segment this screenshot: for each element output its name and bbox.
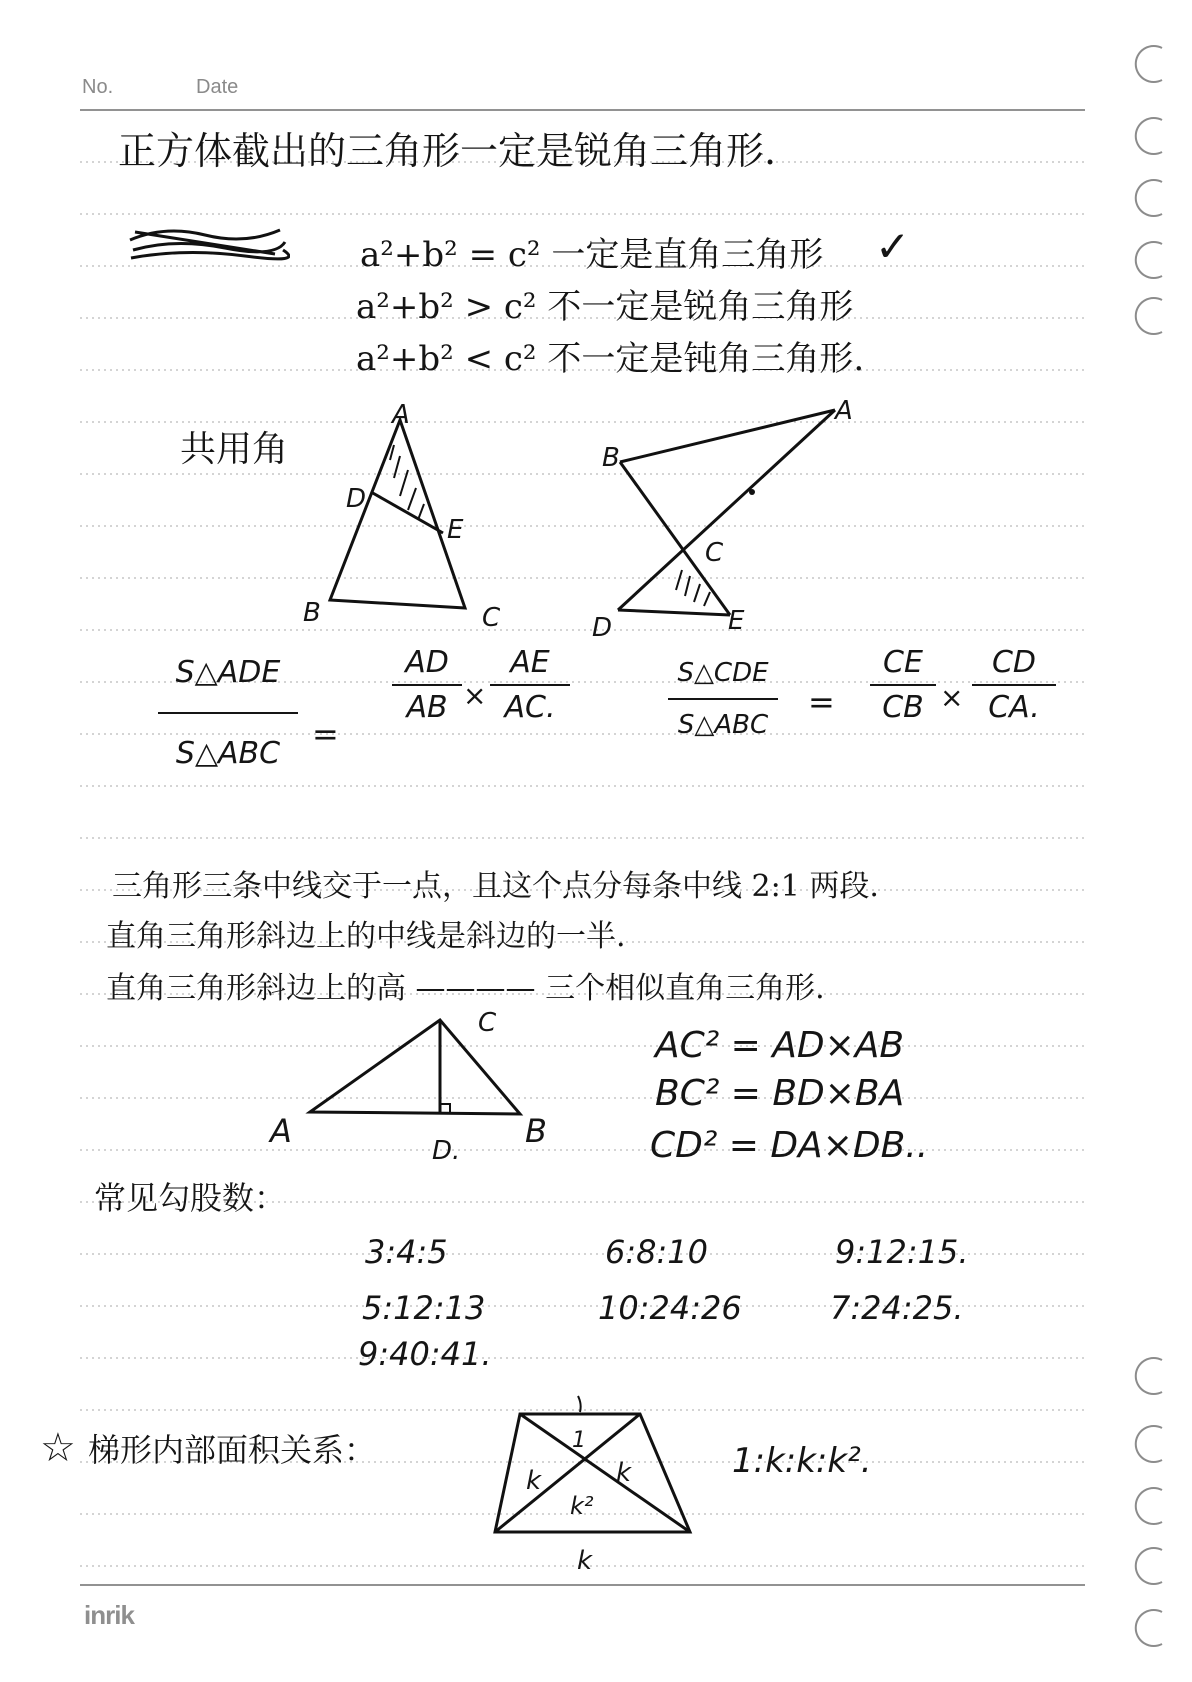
- formula2-lhs-num: S△CDE: [677, 658, 769, 688]
- triple-3-4-5: 3:4:5: [365, 1233, 448, 1271]
- pyth-equal-line: a²+b² = c² 一定是直角三角形: [360, 235, 824, 275]
- right-median-theorem: 直角三角形斜边上的中线是斜边的一半.: [106, 919, 626, 954]
- similar-eq-2: BC² = BD×BA: [655, 1073, 905, 1114]
- trap-area-ratio: 1:k:k:k².: [732, 1441, 872, 1481]
- formula2-times: ×: [940, 681, 964, 714]
- check-mark-icon: ✓: [875, 222, 911, 271]
- formula1-r2-num: AE: [510, 645, 550, 680]
- formula2-r1-den: CB: [882, 690, 924, 725]
- trap-area-top: 1: [572, 1428, 586, 1453]
- formula2-equals: =: [808, 683, 835, 721]
- right-triangle-diagram: [300, 1010, 540, 1130]
- formula2-r2-num: CD: [991, 645, 1037, 680]
- tri1-label-c: C: [482, 603, 501, 633]
- trap-area-right: k: [616, 1458, 632, 1488]
- formula1-r1-den: AB: [406, 690, 448, 725]
- trap-area-bottom-inner: k²: [570, 1492, 594, 1520]
- similar-eq-3: CD² = DA×DB..: [650, 1125, 929, 1166]
- formula1-ratio2: [490, 645, 570, 725]
- tri1-label-e: E: [447, 515, 464, 545]
- formula2-ratio1: [870, 645, 936, 725]
- scribble-crossout: [125, 220, 290, 265]
- formula1-ratio1: [392, 645, 462, 725]
- triple-9-12-15: 9:12:15.: [835, 1233, 969, 1271]
- triple-7-24-25: 7:24:25.: [830, 1289, 964, 1327]
- triple-5-12-13: 5:12:13: [362, 1289, 486, 1327]
- median-theorem: 三角形三条中线交于一点，且这个点分每条中线 2:1 两段.: [112, 869, 879, 904]
- triples-title: 常见勾股数：: [94, 1179, 287, 1217]
- rt-label-b: B: [525, 1112, 547, 1150]
- triple-6-8-10: 6:8:10: [605, 1233, 708, 1271]
- formula2-ratio2: [972, 645, 1056, 725]
- pyth-greater-line: a²+b² > c² 不一定是锐角三角形: [356, 287, 854, 327]
- formula1-equals: =: [312, 715, 339, 753]
- formula1-times: ×: [463, 679, 487, 712]
- formula1-r1-num: AD: [405, 645, 449, 680]
- tri1-label-a: A: [392, 400, 410, 430]
- tri2-label-e: E: [728, 606, 745, 636]
- triple-10-24-26: 10:24:26: [598, 1289, 742, 1327]
- trap-bottom-label: k: [577, 1546, 593, 1576]
- formula2-lhs: [668, 658, 778, 740]
- triangle-ade-diagram: [300, 400, 500, 620]
- tri1-label-d: D: [346, 484, 367, 514]
- tri1-label-b: B: [303, 598, 321, 628]
- cube-section-note: 正方体截出的三角形一定是锐角三角形.: [118, 129, 777, 173]
- trapezoid-title: 梯形内部面积关系：: [88, 1431, 377, 1469]
- tri2-label-d: D: [592, 613, 613, 643]
- date-label: Date: [196, 76, 239, 98]
- formula1-lhs: [158, 655, 298, 771]
- pyth-less-line: a²+b² < c² 不一定是钝角三角形.: [356, 339, 865, 379]
- rt-label-c: C: [478, 1008, 497, 1038]
- formula2-lhs-den: S△ABC: [677, 710, 769, 740]
- tri2-label-a: A: [835, 396, 853, 426]
- formula1-r2-den: AC.: [504, 690, 556, 725]
- star-icon: ☆: [40, 1425, 76, 1471]
- formula1-lhs-den: S△ABC: [175, 736, 281, 771]
- tri2-label-c: C: [705, 538, 724, 568]
- brand-logo: inrik: [84, 1600, 134, 1630]
- triangle-cde-diagram: [590, 380, 870, 643]
- trap-area-left: k: [526, 1466, 542, 1496]
- tri2-label-b: B: [602, 443, 620, 473]
- formula1-lhs-num: S△ADE: [175, 655, 281, 690]
- rt-label-a: A: [270, 1112, 292, 1150]
- formula2-r2-den: CA.: [988, 690, 1040, 725]
- no-label: No.: [82, 76, 114, 98]
- triple-9-40-41: 9:40:41.: [358, 1335, 492, 1373]
- shared-angle-label: 共用角: [180, 429, 289, 470]
- similar-eq-1: AC² = AD×AB: [655, 1025, 905, 1066]
- trapezoid-diagram: [490, 1392, 700, 1542]
- binder-holes: [1102, 0, 1192, 1682]
- rt-label-d: D.: [432, 1136, 461, 1166]
- formula2-r1-num: CE: [883, 645, 923, 680]
- right-altitude-theorem: 直角三角形斜边上的高 ———— 三个相似直角三角形.: [106, 971, 825, 1006]
